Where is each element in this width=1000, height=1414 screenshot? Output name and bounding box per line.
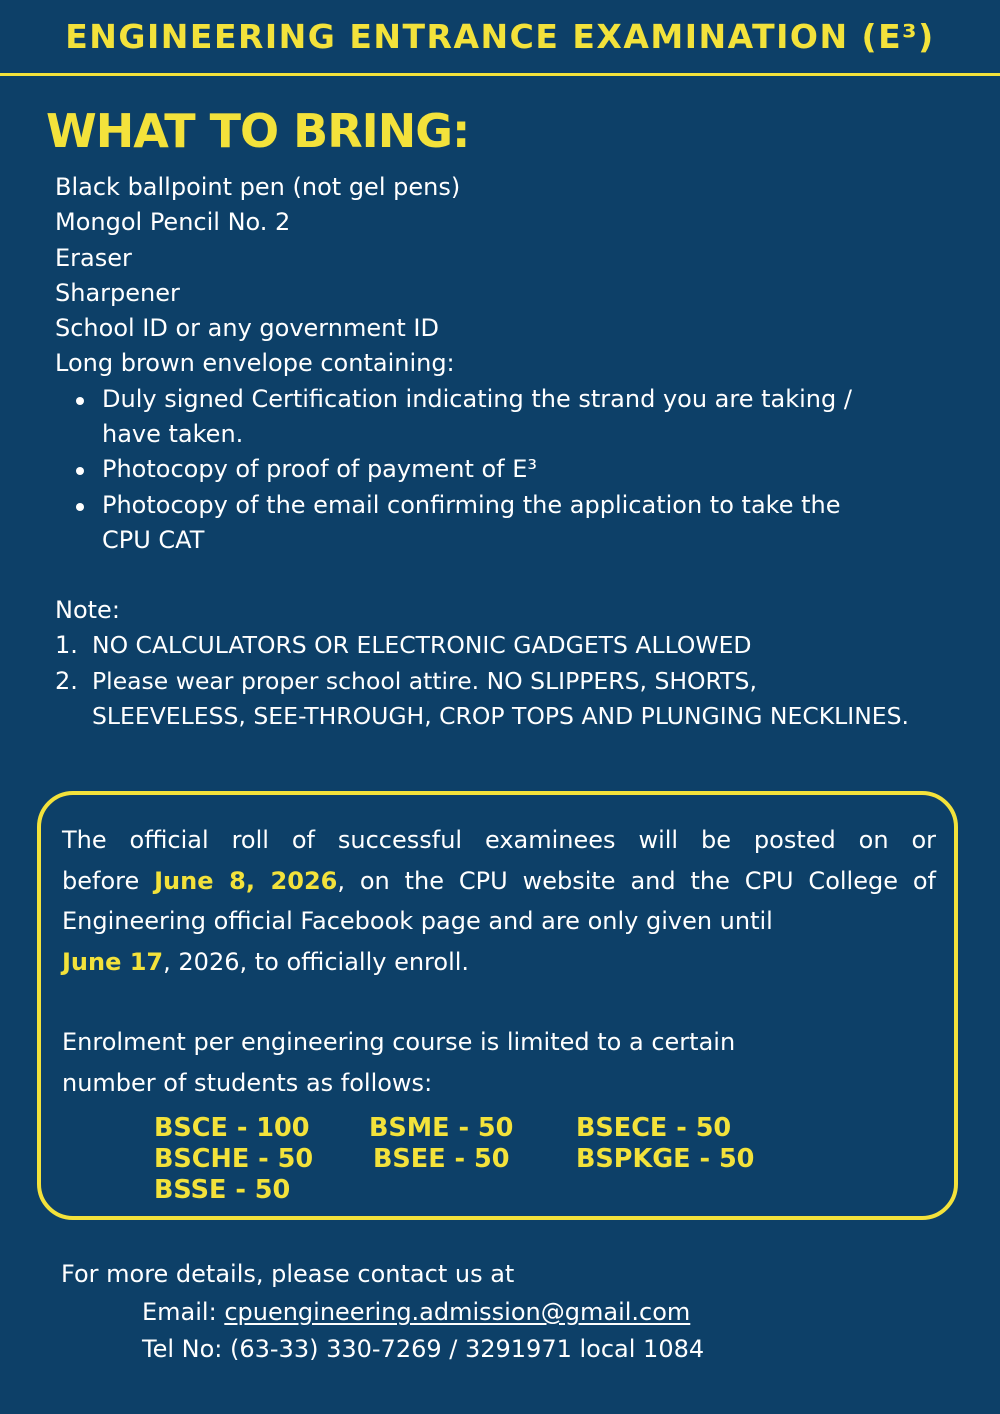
note-item [55,664,985,735]
results-announcement [62,820,936,982]
course-limit: BSPKGE - 50 [576,1144,755,1174]
envelope-contents-list [55,382,975,558]
enrolment-info [62,1022,936,1103]
email-label: Email: [142,1298,225,1326]
contact-intro: For more details, please contact us at [61,1260,515,1288]
course-limit: BSME - 50 [369,1113,514,1143]
course-limit: BSCE - 100 [154,1113,310,1143]
what-to-bring-heading: WHAT TO BRING: [46,104,470,158]
announcement-text: before [62,866,155,895]
note-number: 2. [55,666,78,695]
envelope-item-line: have taken. [102,420,244,449]
note-text: SLEEVELESS, SEE-THROUGH, CROP TOPS AND PLUNGING NECKLINES. [92,701,910,730]
envelope-item-line: Photocopy of proof of payment of E³ [102,455,538,484]
bullet-icon [76,467,84,475]
announcement-text: , on the CPU website and the CPU College of [337,866,936,895]
note-label: Note: [55,596,120,624]
announcement-text: , 2026, to officially enroll. [163,947,470,976]
list-item: Long brown envelope containing: [55,349,455,378]
page-title: ENGINEERING ENTRANCE EXAMINATION (E³) [65,17,935,56]
course-limit: BSCHE - 50 [154,1144,314,1174]
announcement-line [62,942,936,983]
envelope-item-line: Photocopy of the email confirming the application to take the [102,490,841,519]
course-limit: BSSE - 50 [154,1175,291,1205]
announcement-box [37,791,958,1220]
list-item: Mongol Pencil No. 2 [55,208,291,237]
note-item [55,628,985,663]
note-text: Please wear proper school attire. NO SLIPPERS, SHORTS, [92,666,757,695]
enrolment-line: Enrolment per engineering course is limited to a certain [62,1028,736,1056]
bullet-icon [76,397,84,405]
contact-email [142,1294,690,1330]
note-section [55,593,985,734]
note-number: 1. [55,631,78,660]
enrollment-deadline: June 17 [62,947,164,976]
list-item: Sharpener [55,278,180,307]
course-limit: BSECE - 50 [576,1113,732,1143]
announcement-line: The official roll of successful examinees will be posted on or [62,826,936,854]
list-item: Black ballpoint pen (not gel pens) [55,173,461,201]
course-limits [154,1113,914,1209]
announcement-line: Engineering official Facebook page and are only given until [62,907,773,935]
header-bar [0,0,1000,76]
what-to-bring-list [55,170,975,558]
envelope-item [55,488,975,559]
contact-phone: Tel No: (63-33) 330-7269 / 3291971 local 1084 [142,1335,705,1363]
enrolment-line: number of students as follows: [62,1068,433,1097]
results-date: June 8, 2026 [154,866,338,895]
envelope-item [55,452,975,487]
envelope-item-line: Duly signed Certification indicating the strand you are taking / [102,384,852,413]
envelope-item-line: CPU CAT [102,525,205,554]
course-limit: BSEE - 50 [373,1144,510,1174]
email-link[interactable]: cpuengineering.admission@gmail.com [224,1298,691,1326]
announcement-line [62,861,936,902]
note-text: NO CALCULATORS OR ELECTRONIC GADGETS ALLOWED [92,631,752,660]
list-item: Eraser [55,243,132,272]
envelope-item [55,382,975,453]
list-item: School ID or any government ID [55,314,439,343]
bullet-icon [76,503,84,511]
